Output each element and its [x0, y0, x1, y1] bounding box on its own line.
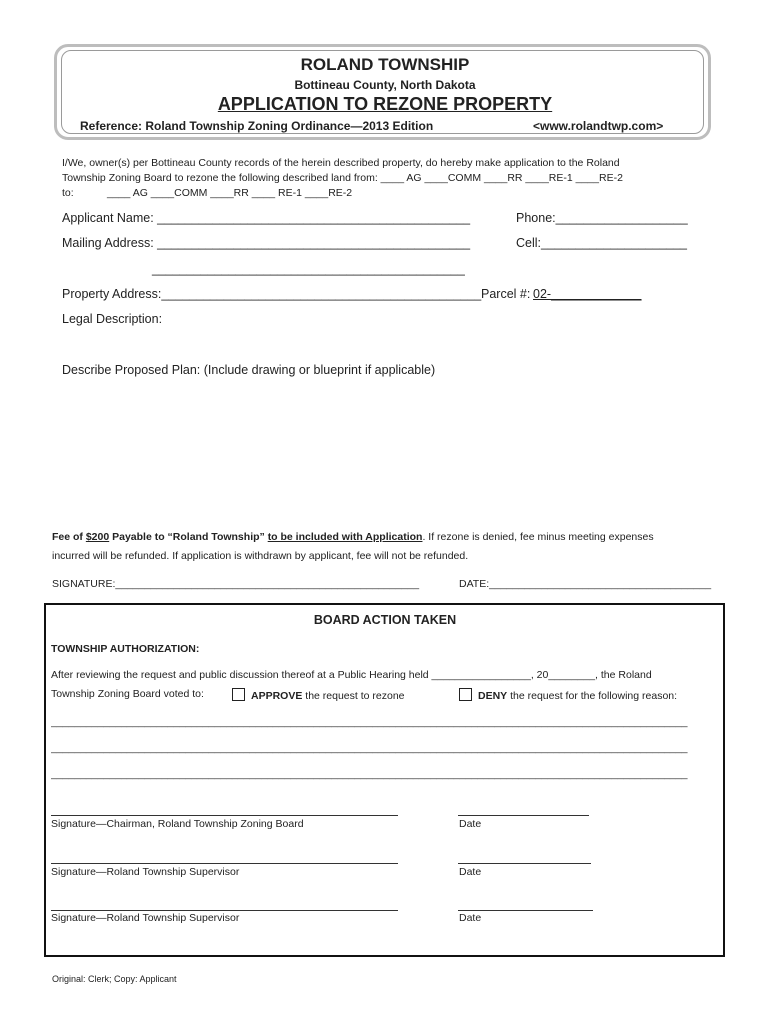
hearing-statement[interactable]: After reviewing the request and public discussion thereof at a Public Hearing held _________________, 20________, the Roland	[51, 669, 652, 681]
fee-included-note: to be included with Application	[267, 531, 423, 543]
township-title: ROLAND TOWNSHIP	[300, 55, 470, 74]
county-subtitle: Bottineau County, North Dakota	[294, 78, 476, 92]
intro-line-1: I/We, owner(s) per Bottineau County records of the herein described property, do hereby make application to the Roland	[62, 157, 620, 169]
website-link[interactable]: <www.rolandtwp.com>	[533, 119, 664, 133]
deny-option[interactable]	[459, 688, 677, 702]
deny-label: DENY	[478, 690, 508, 702]
supervisor-2-signature-line[interactable]	[51, 910, 398, 911]
deny-description: the request for the following reason:	[507, 690, 678, 702]
vote-label: Township Zoning Board voted to:	[51, 688, 204, 700]
chairman-signature-line[interactable]	[51, 815, 398, 816]
fee-payable: Payable to “Roland Township”	[109, 531, 268, 543]
board-action-title: BOARD ACTION TAKEN	[313, 613, 457, 627]
cell-field[interactable]: Cell:_____________________	[516, 236, 687, 250]
supervisor-1-date-label: Date	[459, 866, 482, 878]
supervisor-2-date-label: Date	[459, 912, 482, 924]
intro-to-label: to:	[62, 187, 74, 199]
fee-denial-note: . If rezone is denied, fee minus meeting expenses	[422, 531, 654, 543]
parcel-label: Parcel #:	[481, 287, 531, 301]
fee-paragraph-line-2: incurred will be refunded. If application is withdrawn by applicant, fee will not be refunded.	[52, 550, 469, 562]
fee-label: Fee of	[52, 531, 86, 543]
property-address-field[interactable]: Property Address:______________________________________________	[62, 287, 482, 301]
applicant-date-field[interactable]: DATE:______________________________________	[459, 578, 712, 590]
approve-label: APPROVE	[251, 690, 303, 702]
proposed-plan-label: Describe Proposed Plan: (Include drawing or blueprint if applicable)	[62, 363, 436, 377]
reason-line-1[interactable]: _____________________________________________________________________________________________________________	[51, 716, 688, 728]
phone-field[interactable]: Phone:___________________	[516, 211, 688, 225]
vote-line	[51, 688, 204, 700]
fee-paragraph-line-1	[52, 531, 654, 543]
supervisor-1-signature-label: Signature—Roland Township Supervisor	[51, 866, 240, 878]
approve-option[interactable]	[232, 688, 405, 702]
supervisor-1-signature-line[interactable]	[51, 863, 398, 864]
approve-checkbox[interactable]	[232, 688, 245, 701]
mailing-address-field[interactable]: Mailing Address: _____________________________________________	[62, 236, 471, 250]
chairman-signature-label: Signature—Chairman, Roland Township Zoning Board	[51, 818, 304, 830]
copy-distribution-note: Original: Clerk; Copy: Applicant	[52, 974, 177, 984]
applicant-signature-field[interactable]: SIGNATURE:____________________________________________________	[52, 578, 420, 590]
supervisor-1-date-line[interactable]	[458, 863, 591, 864]
chairman-date-label: Date	[459, 818, 482, 830]
reason-line-2[interactable]: _____________________________________________________________________________________________________________	[51, 742, 688, 754]
board-action-box	[44, 603, 725, 957]
supervisor-2-date-line[interactable]	[458, 910, 593, 911]
intro-line-3: ____ AG ____COMM ____RR ____ RE-1 ____RE-2	[107, 187, 353, 199]
form-title: APPLICATION TO REZONE PROPERTY	[217, 94, 553, 114]
supervisor-2-signature-label: Signature—Roland Township Supervisor	[51, 912, 240, 924]
fee-amount: $200	[85, 531, 110, 543]
deny-checkbox[interactable]	[459, 688, 472, 701]
reason-line-3[interactable]: _____________________________________________________________________________________________________________	[51, 768, 688, 780]
chairman-date-line[interactable]	[458, 815, 589, 816]
township-authorization-heading: TOWNSHIP AUTHORIZATION:	[51, 643, 200, 655]
parcel-number-field[interactable]: 02-_____________	[533, 287, 642, 301]
ordinance-reference: Reference: Roland Township Zoning Ordinance—2013 Edition	[80, 119, 434, 133]
intro-line-2: Township Zoning Board to rezone the following described land from: ____ AG ____COMM ____RR ____RE-1 ____RE-2	[62, 172, 623, 184]
applicant-name-field[interactable]: Applicant Name: _____________________________________________	[62, 211, 471, 225]
mailing-address-line-2[interactable]: _____________________________________________	[152, 262, 465, 276]
legal-description-label: Legal Description:	[62, 312, 163, 326]
approve-description: the request to rezone	[302, 690, 405, 702]
